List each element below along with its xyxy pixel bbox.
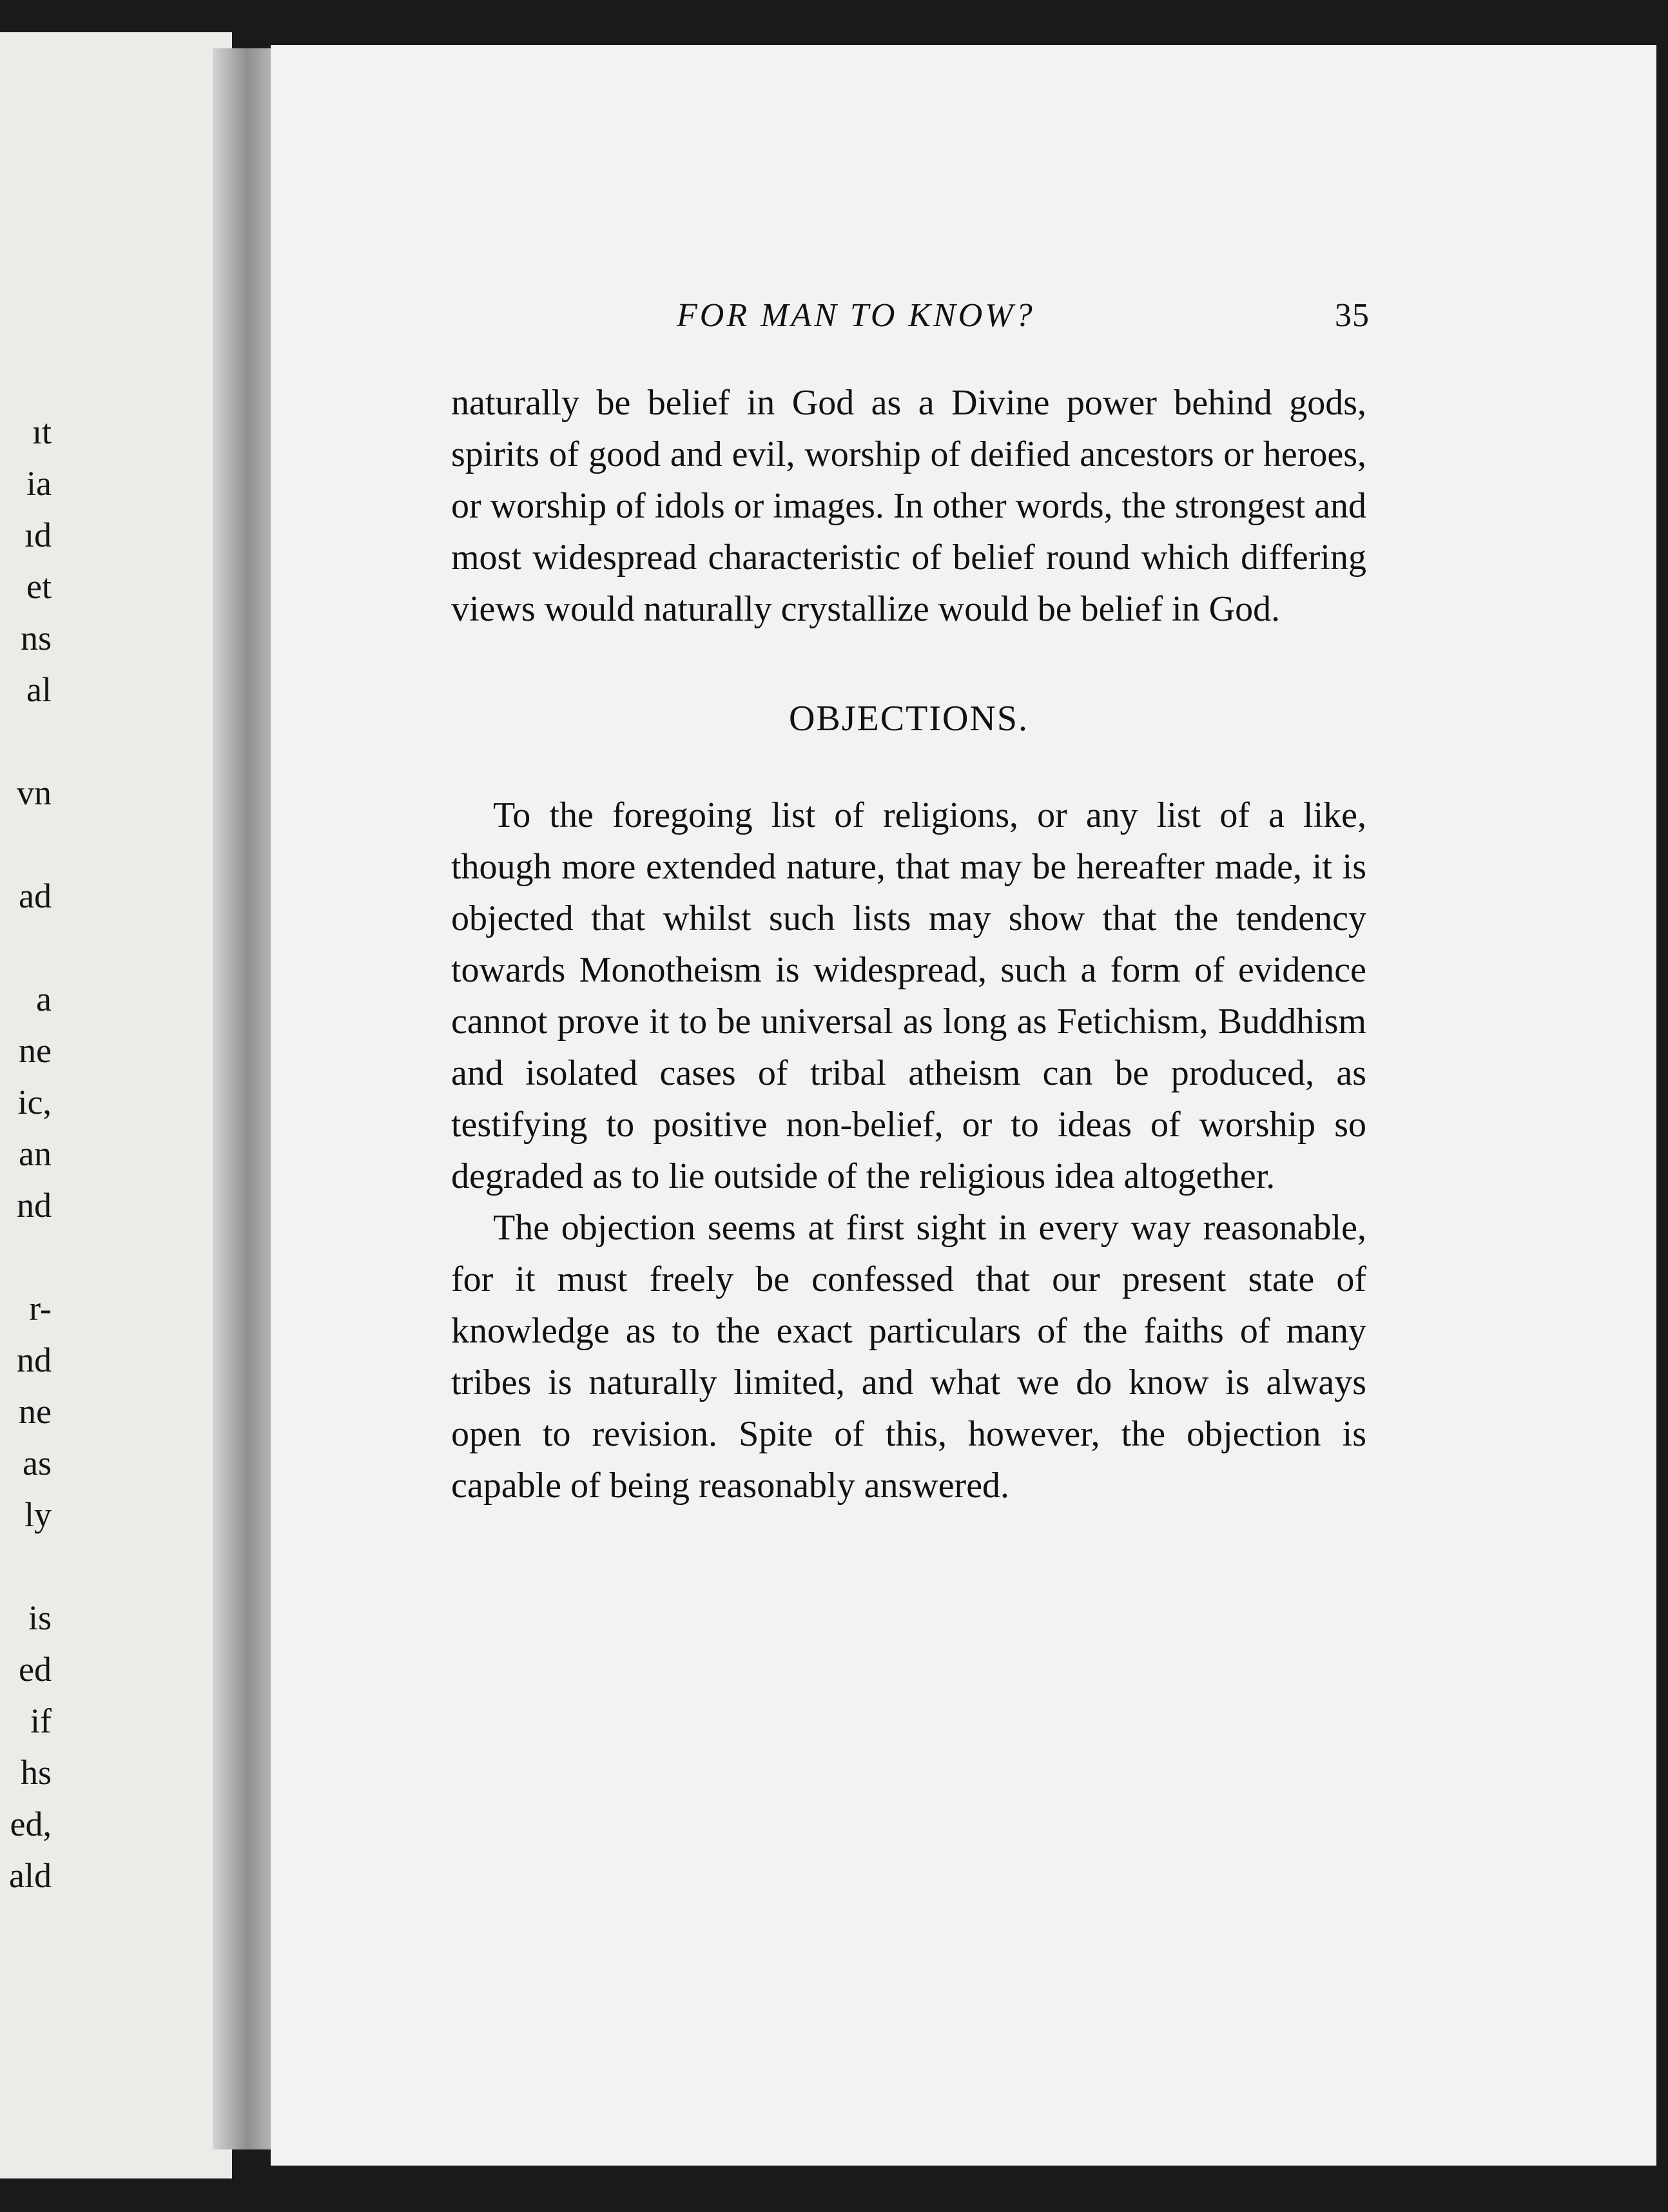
margin-fragment: ne [19,1392,52,1431]
body-text [451,377,1366,1511]
margin-fragment: ic, [17,1083,52,1121]
margin-fragment: vn [17,773,52,812]
page-number: 35 [1335,297,1370,334]
margin-fragment: ıt [32,412,52,451]
margin-fragment: ed, [10,1805,52,1843]
paragraph-3: The objection seems at first sight in every way reasonable, for it must freely be confessed that our present state of knowledge as to the exact particulars of the faiths of many tribes is naturally limited, and what we do know is always open to revision. Spite of this, however, the objection is capable of being reasonably answered. [451,1208,1366,1506]
margin-fragment [0,715,52,767]
margin-fragment [0,1540,52,1592]
running-head [677,296,1370,335]
margin-fragment: is [28,1598,52,1637]
paragraph-1: naturally be belief in God as a Divine power behind gods, spirits of good and evil, worship of deified ancestors or heroes, or worship of idols or images. In other words, the strongest and most widespread characteristic of belief round which differing views would naturally crystallize would be belief in God. [451,383,1366,629]
margin-fragment [0,819,52,870]
margin-fragment: ed [19,1650,52,1689]
margin-fragment: hs [20,1753,52,1792]
section-heading: OBJECTIONS. [788,699,1029,739]
margin-fragment [0,1231,52,1283]
margin-fragment: an [19,1134,52,1173]
paragraph-2: To the foregoing list of religions, or any list of a like, though more extended nature, that may be hereafter made, it is objected that whilst such lists may show that the tendency towards Monotheism is widespread, such a form of evidence cannot prove it to be universal as long as Fetichism, Buddhism and isolated cases of tribal atheism can be produced, as testifying to positive non-belief, or to ideas of worship so degraded as to lie outside of the religious idea altogether. [451,795,1366,1196]
margin-fragment: ns [20,619,52,657]
margin-fragment: et [26,567,52,606]
margin-fragment: ia [26,464,52,503]
margin-fragment: ald [9,1856,52,1895]
margin-fragment: ne [19,1031,52,1070]
margin-fragment: r- [29,1289,52,1328]
margin-fragment: a [36,980,52,1018]
margin-fragment: nd [17,1186,52,1225]
book-gutter [213,48,271,2149]
margin-fragment: ly [24,1495,52,1534]
margin-fragment: nd [17,1341,52,1379]
margin-fragment: al [26,670,52,709]
left-margin-fragments [0,406,52,1901]
margin-fragment: ad [19,877,52,915]
left-page [0,32,232,2178]
margin-fragment: if [30,1702,52,1740]
margin-fragment: ıd [24,516,52,554]
running-head-title: FOR MAN TO KNOW? [677,297,1035,334]
margin-fragment [0,922,52,973]
margin-fragment: as [23,1444,52,1482]
